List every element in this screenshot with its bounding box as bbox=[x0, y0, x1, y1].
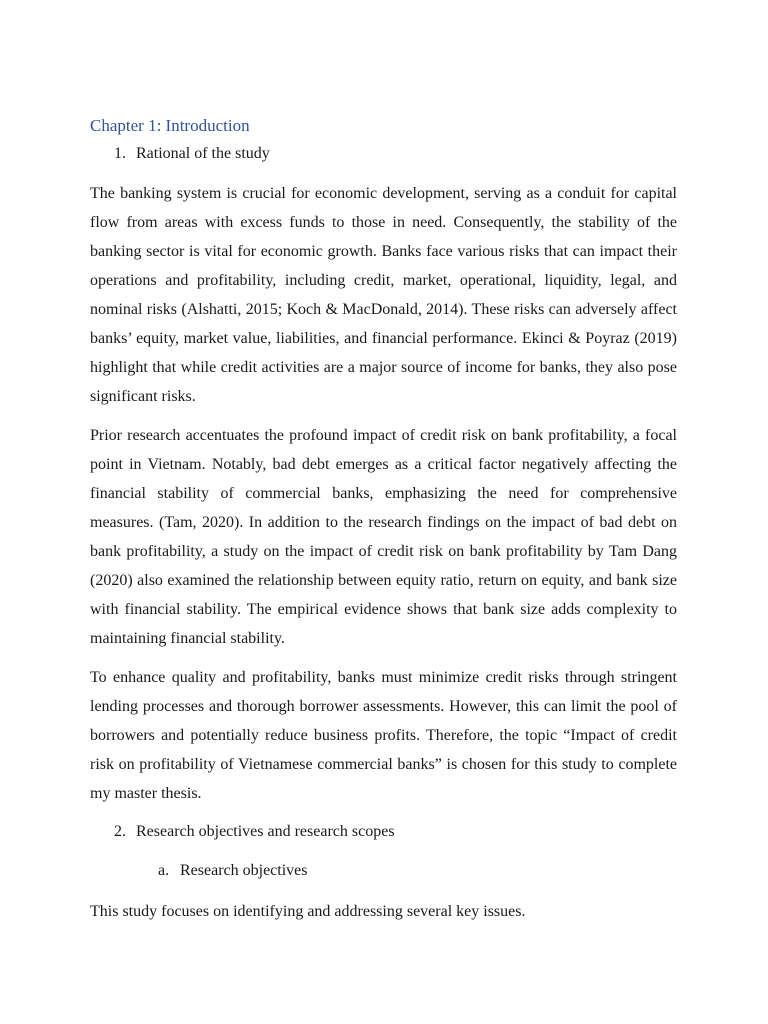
section-1-number: 1. bbox=[114, 145, 126, 162]
chapter-title: Chapter 1: Introduction bbox=[90, 116, 250, 135]
subsection-a-title: Research objectives bbox=[180, 862, 308, 879]
paragraph-3: To enhance quality and profitability, banks must minimize credit risks through stringent lending processes and thorough borrower assessments. However, this can limit the pool of borrowers and potentially reduce business profits. Therefore, the topic “Impact of credit risk on profitability of Vietnamese commercial banks” is chosen for this study to complete my master thesis. bbox=[90, 669, 677, 802]
section-2-number: 2. bbox=[114, 823, 126, 840]
section-2-title: Research objectives and research scopes bbox=[136, 823, 395, 840]
section-1-title: Rational of the study bbox=[136, 145, 270, 162]
section-2-heading bbox=[114, 822, 395, 842]
subsection-a-letter: a. bbox=[158, 862, 170, 879]
paragraph-2: Prior research accentuates the profound impact of credit risk on bank profitability, a focal point in Vietnam. Notably, bad debt emerges as a critical factor negatively affecting the financial stability of commercial banks, emphasizing the need for comprehensive measures. (Tam, 2020). In addition to the research findings on the impact of bad debt on bank profitability, a study on the impact of credit risk on bank profitability by Tam Dang (2020) also examined the relationship between equity ratio, return on equity, and bank size with financial stability. The empirical evidence shows that bank size adds complexity to maintaining financial stability. bbox=[90, 427, 677, 647]
paragraph-1: The banking system is crucial for economic development, serving as a conduit for capital flow from areas with excess funds to those in need. Consequently, the stability of the banking sector is vital for economic growth. Banks face various risks that can impact their operations and profitability, including credit, market, operational, liquidity, legal, and nominal risks (Alshatti, 2015; Koch & MacDonald, 2014). These risks can adversely affect banks’ equity, market value, liabilities, and financial performance. Ekinci & Poyraz (2019) highlight that while credit activities are a major source of income for banks, they also pose significant risks. bbox=[90, 185, 677, 405]
section-1-heading bbox=[114, 144, 270, 164]
subsection-a-heading bbox=[158, 861, 308, 881]
closing-paragraph: This study focuses on identifying and addressing several key issues. bbox=[90, 903, 526, 920]
